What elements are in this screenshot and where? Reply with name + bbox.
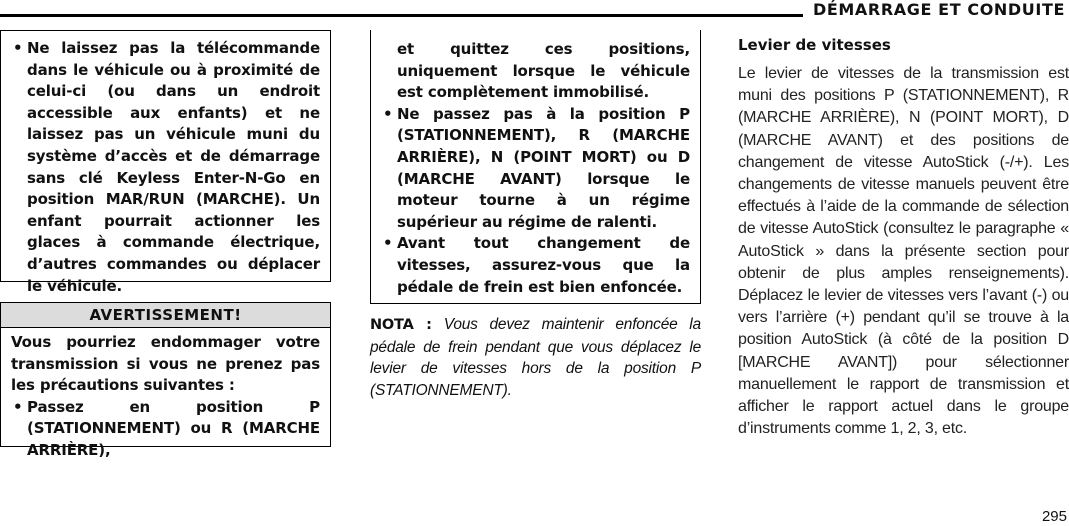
warning-bullet — [381, 233, 690, 298]
section-gear-selector — [738, 34, 1069, 440]
running-header: DÉMARRAGE ET CONDUITE — [803, 0, 1069, 19]
warning-continuation: et quittez ces positions, uniquement lorsque le véhicule est complètement immobilisé. — [397, 40, 690, 102]
bullet-icon: • — [383, 234, 393, 253]
header-rule — [0, 14, 835, 17]
nota-label: NOTA : — [370, 317, 432, 333]
bullet-icon: • — [13, 397, 23, 416]
section-paragraph: Le levier de vitesses de la transmission est muni des positions P (STATIONNEMENT), R (MARCHE ARRIÈRE), N (POINT MORT), D (MARCHE AVANT) et des positions de changement de vitesse AutoStick (-/+). Les changements de vitesse manuels peuvent être effectués à l’aide de la commande de sélection de vitesse AutoStick (consultez le paragraphe « AutoStick » dans la présente section pour obtenir de plus amples renseignements). Déplacez le levier de vitesses vers l’avant (-) ou vers l’arrière (+) pendant qu’il se trouve à la position AutoStick (à côté de la position D [MARCHE AVANT]) pour sélectionner manuellement le rapport de transmission et afficher le rapport actuel dans le groupe d’instruments comme 1, 2, 3, etc. — [738, 65, 1069, 438]
warning-bullet-list — [1, 397, 330, 462]
nota-note — [370, 314, 701, 401]
bullet-text: Avant tout changement de vitesses, assurez-vous que la pédale de frein est bien enfoncée. — [397, 234, 690, 296]
warning-bullet — [11, 38, 320, 297]
warning-bullet — [381, 104, 690, 234]
bullet-text: Ne laissez pas la télécommande dans le véhicule ou à proximité de celui-ci (ou dans un endroit accessible aux enfants) et ne laissez pas un véhicule muni du système d’accès et de démarrage sans clé Keyless Enter-N-Go en position MAR/RUN (MARCHE). Un enfant pourrait actionner les glaces à commande électrique, d’autres commandes ou déplacer le véhicule. — [27, 39, 320, 295]
warning-box-keyfob — [0, 30, 331, 295]
bullet-icon: • — [13, 39, 23, 57]
page-number: 295 — [1041, 508, 1067, 525]
warning-bullet-list — [1, 31, 330, 297]
warning-bullet-list — [371, 104, 700, 298]
nota-text: Vous devez maintenir enfoncée la pédale de frein pendant que vous déplacez le levier de vitesses hors de la position P (STATIONNEMENT). — [370, 316, 701, 399]
warning-box-transmission — [0, 302, 331, 459]
warning-box-continued — [370, 30, 701, 304]
bullet-text: Passez en position P (STATIONNEMENT) ou R (MARCHE ARRIÈRE), — [27, 397, 320, 459]
section-title: Levier de vitesses — [738, 36, 891, 54]
bullet-text: Ne passez pas à la position P (STATIONNEMENT), R (MARCHE ARRIÈRE), N (POINT MORT) ou D (MARCHE AVANT) lorsque le moteur tourne à un régime supérieur au régime de ralenti. — [397, 104, 690, 231]
warning-heading: AVERTISSEMENT! — [1, 303, 330, 328]
warning-intro: Vous pourriez endommager votre transmission si vous ne prenez pas les précautions suivantes : — [11, 333, 320, 395]
warning-bullet — [11, 397, 320, 462]
bullet-icon: • — [383, 104, 393, 123]
